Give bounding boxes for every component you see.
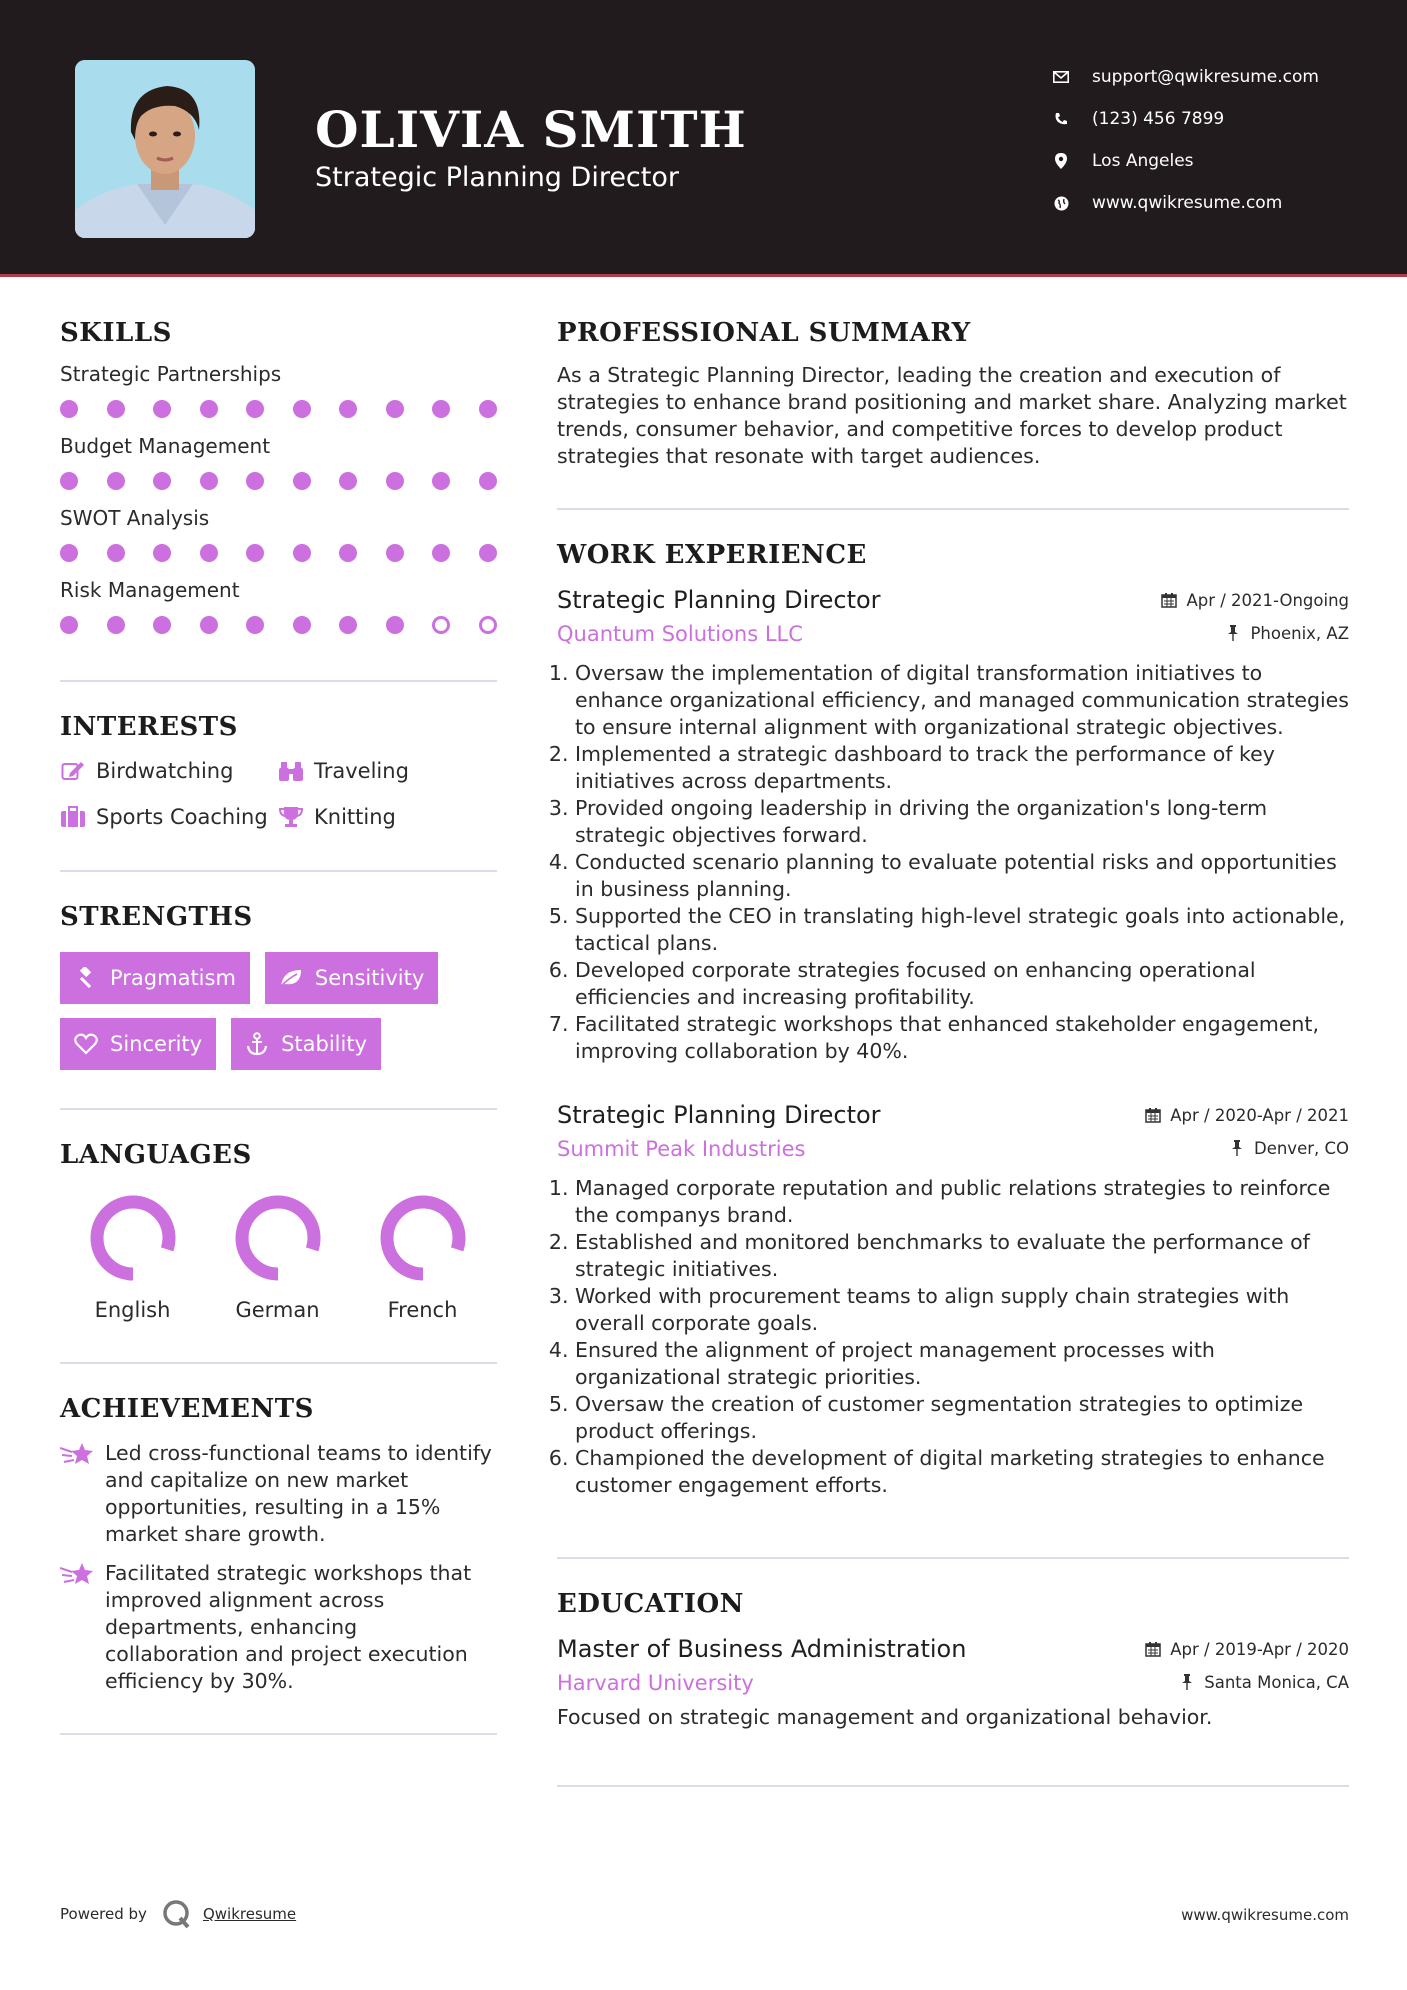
interests-section xyxy=(60,712,497,830)
degree-title: Master of Business Administration xyxy=(557,1635,967,1663)
school-name: Harvard University xyxy=(557,1671,754,1695)
education-location xyxy=(1178,1673,1349,1692)
skill-dot-filled xyxy=(293,544,311,562)
briefcase-icon xyxy=(60,804,86,830)
company-name: Summit Peak Industries xyxy=(557,1137,806,1161)
skill-dot-empty xyxy=(432,616,450,634)
languages-heading: LANGUAGES xyxy=(60,1140,252,1170)
skill-dot-empty xyxy=(479,616,497,634)
skill-dot-filled xyxy=(246,400,264,418)
anchor-icon xyxy=(245,1032,269,1056)
skill-dot-filled xyxy=(339,616,357,634)
skill-dot-filled xyxy=(479,472,497,490)
skill-dot-filled xyxy=(293,616,311,634)
shooting-star-icon xyxy=(60,1560,96,1590)
education-heading: EDUCATION xyxy=(557,1589,744,1619)
language-ring xyxy=(377,1192,469,1284)
duties-list xyxy=(557,660,1349,1065)
gavel-icon xyxy=(74,966,98,990)
language-ring-arc xyxy=(387,1202,459,1274)
contact-website-text: www.qwikresume.com xyxy=(1092,193,1283,213)
duty-item: 2. Established and monitored benchmarks to evaluate the performance of strategic initiatives. xyxy=(575,1229,1349,1283)
map-pin-icon xyxy=(1050,150,1072,172)
contact-list xyxy=(1050,56,1319,224)
skill-dot-filled xyxy=(386,472,404,490)
duty-item: 4. Ensured the alignment of project management processes with organizational strategic priorities. xyxy=(575,1337,1349,1391)
language-item xyxy=(205,1192,350,1322)
skill-dot-filled xyxy=(200,544,218,562)
skill-name: SWOT Analysis xyxy=(60,506,210,530)
experience-section xyxy=(557,540,1349,1499)
duty-item: 6. Developed corporate strategies focused on enhancing operational efficiencies and increasing profitability. xyxy=(575,957,1349,1011)
skill-dot-filled xyxy=(153,472,171,490)
header-divider xyxy=(0,274,1407,277)
section-divider xyxy=(60,870,497,872)
skill-dot-filled xyxy=(339,544,357,562)
strengths-heading: STRENGTHS xyxy=(60,902,253,932)
skills-heading: SKILLS xyxy=(60,318,172,348)
company-name: Quantum Solutions LLC xyxy=(557,622,803,646)
skills-list xyxy=(60,362,497,634)
strength-label: Stability xyxy=(281,1032,368,1056)
trophy-icon xyxy=(278,804,304,830)
footer-powered-by xyxy=(60,1898,296,1930)
binoculars-icon xyxy=(278,758,304,784)
contact-email[interactable] xyxy=(1050,56,1319,98)
language-ring-arc xyxy=(97,1202,169,1274)
job-location-text: Denver, CO xyxy=(1253,1138,1349,1158)
skill-dot-filled xyxy=(153,544,171,562)
duty-item: 3. Worked with procurement teams to align supply chain strategies with overall corporate goals. xyxy=(575,1283,1349,1337)
duty-item: 5. Supported the CEO in translating high-level strategic goals into actionable, tactical plans. xyxy=(575,903,1349,957)
job-header xyxy=(557,586,1349,614)
heart-icon xyxy=(74,1032,98,1056)
skill-dot-filled xyxy=(386,544,404,562)
duty-item: 4. Conducted scenario planning to evaluate potential risks and opportunities in business planning. xyxy=(575,849,1349,903)
job-title: Strategic Planning Director xyxy=(557,1101,881,1129)
skill-dot-filled xyxy=(200,472,218,490)
interest-item xyxy=(60,758,278,784)
job-title: Strategic Planning Director xyxy=(557,586,881,614)
experience-heading: WORK EXPERIENCE xyxy=(557,540,867,570)
skill-dot-filled xyxy=(432,544,450,562)
interest-label: Traveling xyxy=(314,759,409,783)
leaf-icon xyxy=(279,966,303,990)
powered-by-text: Powered by xyxy=(60,1905,147,1923)
duties-list xyxy=(557,1175,1349,1499)
skill-dot-filled xyxy=(246,616,264,634)
candidate-title: Strategic Planning Director xyxy=(315,162,679,193)
contact-location xyxy=(1050,140,1319,182)
job-subheader xyxy=(557,622,1349,646)
skill-rating xyxy=(60,472,497,490)
calendar-icon xyxy=(1160,591,1178,609)
interest-label: Knitting xyxy=(314,805,396,829)
language-label: English xyxy=(94,1298,171,1322)
strength-tag xyxy=(231,1018,381,1070)
skill-dot-filled xyxy=(107,616,125,634)
skill-rating xyxy=(60,544,497,562)
pencil-square-icon xyxy=(60,758,86,784)
education-subheader xyxy=(557,1671,1349,1695)
job-location xyxy=(1228,1139,1349,1158)
section-divider xyxy=(60,1362,497,1364)
strength-tag xyxy=(265,952,438,1004)
section-divider xyxy=(60,1108,497,1110)
skill-dot-filled xyxy=(60,400,78,418)
calendar-icon xyxy=(1144,1106,1162,1124)
skill-dot-filled xyxy=(60,544,78,562)
section-divider xyxy=(60,680,497,682)
job-entry xyxy=(557,586,1349,1065)
phone-icon xyxy=(1050,108,1072,130)
interest-item xyxy=(60,804,278,830)
duty-item: 3. Provided ongoing leadership in driving the organization's long-term strategic objectives forward. xyxy=(575,795,1349,849)
education-header xyxy=(557,1635,1349,1663)
skill-dot-filled xyxy=(432,400,450,418)
resume-header xyxy=(0,0,1407,276)
interests-heading: INTERESTS xyxy=(60,712,238,742)
section-divider xyxy=(60,1733,497,1735)
candidate-name: OLIVIA SMITH xyxy=(315,100,747,159)
language-label: French xyxy=(387,1298,458,1322)
skill-dot-filled xyxy=(339,472,357,490)
job-entry xyxy=(557,1101,1349,1499)
section-divider xyxy=(557,1557,1349,1559)
job-location xyxy=(1224,624,1349,643)
skill-dot-filled xyxy=(339,400,357,418)
languages-section xyxy=(60,1140,497,1322)
skill-dot-filled xyxy=(60,616,78,634)
skill-dot-filled xyxy=(246,544,264,562)
skill-name: Risk Management xyxy=(60,578,240,602)
job-header xyxy=(557,1101,1349,1129)
skill-dot-filled xyxy=(432,472,450,490)
language-ring xyxy=(87,1192,179,1284)
skill-dot-filled xyxy=(60,472,78,490)
skill-dot-filled xyxy=(107,400,125,418)
achievement-text: Led cross-functional teams to identify and capitalize on new market opportunities, resulting in a 15% market share growth. xyxy=(105,1441,492,1546)
skill-dot-filled xyxy=(153,400,171,418)
section-divider xyxy=(557,1785,1349,1787)
interest-item xyxy=(278,758,497,784)
skill-dot-filled xyxy=(386,400,404,418)
skill-dot-filled xyxy=(200,400,218,418)
jobs-list xyxy=(557,586,1349,1499)
skills-section xyxy=(60,318,497,634)
skill-dot-filled xyxy=(246,472,264,490)
education-dates-text: Apr / 2019-Apr / 2020 xyxy=(1170,1639,1349,1659)
interests-list xyxy=(60,758,497,830)
section-divider xyxy=(557,508,1349,510)
skill-name: Strategic Partnerships xyxy=(60,362,282,386)
skill-dot-filled xyxy=(293,472,311,490)
education-location-text: Santa Monica, CA xyxy=(1204,1672,1349,1692)
profile-photo xyxy=(75,60,255,238)
language-label: German xyxy=(235,1298,320,1322)
achievement-text: Facilitated strategic workshops that improved alignment across departments, enhancing collaboration and project execution efficiency by 30%. xyxy=(105,1561,472,1693)
skill-rating xyxy=(60,400,497,418)
interest-label: Birdwatching xyxy=(96,759,234,783)
skill-rating xyxy=(60,616,497,634)
pushpin-icon xyxy=(1178,1673,1196,1691)
skill-dot-filled xyxy=(386,616,404,634)
qwikresume-logo-icon xyxy=(161,1898,193,1930)
shooting-star-icon xyxy=(60,1440,96,1470)
strengths-section xyxy=(60,902,497,1070)
language-item xyxy=(350,1192,495,1322)
globe-icon xyxy=(1050,192,1072,214)
education-description: Focused on strategic management and organizational behavior. xyxy=(557,1705,1213,1729)
job-dates xyxy=(1160,591,1349,610)
skill-dot-filled xyxy=(479,544,497,562)
strength-label: Pragmatism xyxy=(110,966,236,990)
language-item xyxy=(60,1192,205,1322)
brand-link[interactable]: Qwikresume xyxy=(202,1905,297,1923)
strength-label: Sincerity xyxy=(110,1032,203,1056)
achievements-section xyxy=(60,1394,497,1695)
strength-label: Sensitivity xyxy=(314,966,425,990)
envelope-icon xyxy=(1050,66,1072,88)
left-column xyxy=(60,318,497,1735)
summary-section xyxy=(557,318,1349,470)
education-section xyxy=(557,1589,1349,1729)
duty-item: 2. Implemented a strategic dashboard to track the performance of key initiatives across departments. xyxy=(575,741,1349,795)
pushpin-icon xyxy=(1224,624,1242,642)
contact-phone[interactable] xyxy=(1050,98,1319,140)
duty-item: 6. Championed the development of digital marketing strategies to enhance customer engagement efforts. xyxy=(575,1445,1349,1499)
pushpin-icon xyxy=(1228,1139,1246,1157)
strength-tag xyxy=(60,1018,216,1070)
interest-item xyxy=(278,804,497,830)
skill-dot-filled xyxy=(107,472,125,490)
skill-name: Budget Management xyxy=(60,434,271,458)
achievement-item xyxy=(60,1560,497,1695)
contact-location-text: Los Angeles xyxy=(1092,151,1194,171)
duty-item: 5. Oversaw the creation of customer segmentation strategies to optimize product offerings. xyxy=(575,1391,1349,1445)
job-dates-text: Apr / 2020-Apr / 2021 xyxy=(1170,1105,1349,1125)
skill-dot-filled xyxy=(293,400,311,418)
job-subheader xyxy=(557,1137,1349,1161)
language-ring-arc xyxy=(242,1202,314,1274)
education-dates xyxy=(1144,1640,1349,1659)
job-dates xyxy=(1144,1106,1349,1125)
achievement-item xyxy=(60,1440,497,1548)
calendar-icon xyxy=(1144,1640,1162,1658)
contact-website[interactable] xyxy=(1050,182,1319,224)
skill-dot-filled xyxy=(107,544,125,562)
job-dates-text: Apr / 2021-Ongoing xyxy=(1186,590,1349,610)
duty-item: 1. Oversaw the implementation of digital transformation initiatives to enhance organizational efficiency, and managed communication strategies to ensure internal alignment with organizational strategic objectives. xyxy=(575,660,1349,741)
footer-website[interactable]: www.qwikresume.com xyxy=(1181,1906,1349,1924)
languages-list xyxy=(60,1192,497,1322)
strengths-list xyxy=(60,952,497,1070)
job-location-text: Phoenix, AZ xyxy=(1250,623,1349,643)
right-column xyxy=(557,318,1349,1787)
strength-tag xyxy=(60,952,250,1004)
contact-email-text: support@qwikresume.com xyxy=(1092,67,1319,87)
summary-heading: PROFESSIONAL SUMMARY xyxy=(557,318,971,348)
language-ring xyxy=(232,1192,324,1284)
summary-text: As a Strategic Planning Director, leading the creation and execution of strategies to enhance brand positioning and market share. Analyzing market trends, consumer behavior, and competitive forces to develop product strategies that resonate with target audiences. xyxy=(557,363,1347,468)
skill-dot-filled xyxy=(200,616,218,634)
skill-dot-filled xyxy=(479,400,497,418)
interest-label: Sports Coaching xyxy=(96,805,268,829)
duty-item: 7. Facilitated strategic workshops that enhanced stakeholder engagement, improving collaboration by 40%. xyxy=(575,1011,1349,1065)
achievements-heading: ACHIEVEMENTS xyxy=(60,1394,314,1424)
skill-dot-filled xyxy=(153,616,171,634)
contact-phone-text: (123) 456 7899 xyxy=(1092,109,1225,129)
duty-item: 1. Managed corporate reputation and public relations strategies to reinforce the companys brand. xyxy=(575,1175,1349,1229)
